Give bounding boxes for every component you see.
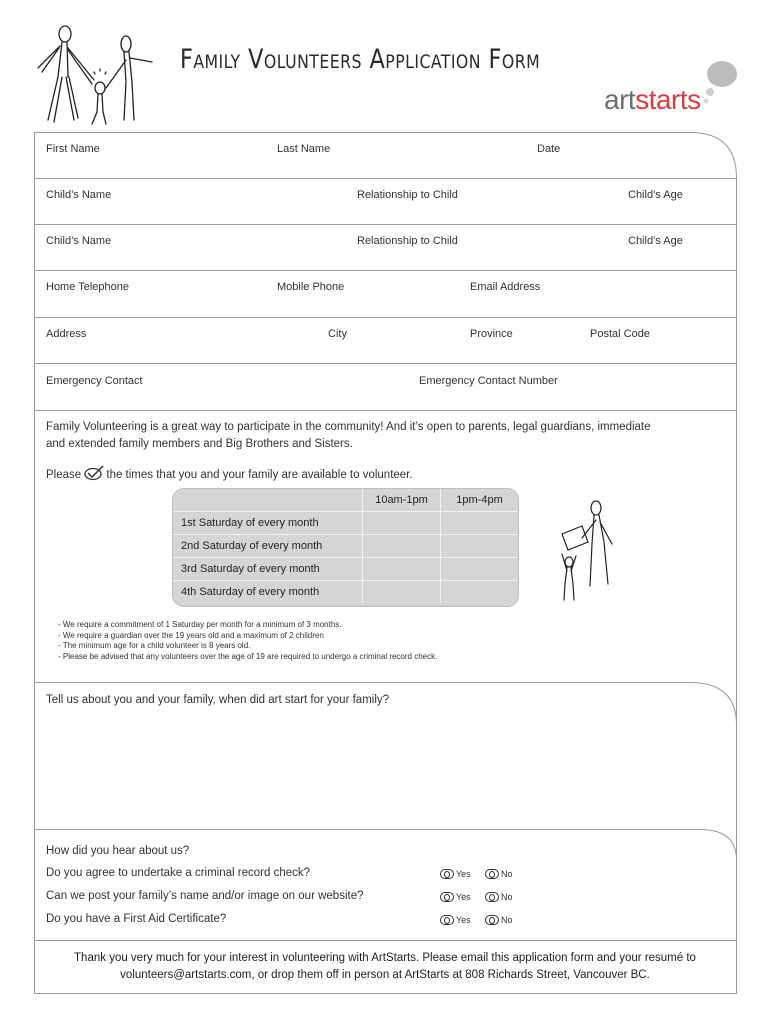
row-label: 1st Saturday of every month bbox=[173, 512, 363, 535]
emergency-number-label: Emergency Contact Number bbox=[419, 375, 558, 387]
availability-cell[interactable] bbox=[441, 512, 519, 535]
availability-cell[interactable] bbox=[363, 535, 441, 558]
availability-cell[interactable] bbox=[441, 535, 519, 558]
availability-cell[interactable] bbox=[441, 558, 519, 581]
note-item: - We require a commitment of 1 Saturday per month for a minimum of 3 months. bbox=[58, 620, 342, 629]
criminal-check-no[interactable]: No bbox=[485, 869, 513, 879]
col-header-morning: 10am-1pm bbox=[363, 489, 441, 512]
availability-cell[interactable] bbox=[363, 558, 441, 581]
requirements-notes bbox=[58, 620, 437, 662]
intro-paragraph bbox=[46, 419, 726, 453]
home-phone-label: Home Telephone bbox=[46, 281, 129, 293]
col-header-afternoon: 1pm-4pm bbox=[441, 489, 519, 512]
family-answer-area[interactable] bbox=[40, 712, 730, 824]
radio-icon bbox=[485, 915, 499, 925]
child-age-label: Child’s Age bbox=[628, 235, 683, 247]
availability-cell[interactable] bbox=[441, 581, 519, 604]
family-question-label: Tell us about you and your family, when did art start for your family? bbox=[46, 694, 390, 706]
radio-icon bbox=[485, 892, 499, 902]
row-label: 3rd Saturday of every month bbox=[173, 558, 363, 581]
availability-cell[interactable] bbox=[363, 581, 441, 604]
child-name-label: Child’s Name bbox=[46, 235, 112, 247]
criminal-check-question: Do you agree to undertake a criminal record check? bbox=[46, 867, 311, 879]
address-label: Address bbox=[46, 328, 87, 340]
checkmark-icon bbox=[84, 465, 106, 481]
intro-line: Family Volunteering is a great way to participate in the community! And it’s open to parents, legal guardians, immediate bbox=[46, 421, 651, 433]
first-aid-question: Do you have a First Aid Certificate? bbox=[46, 913, 227, 925]
relationship-label: Relationship to Child bbox=[357, 235, 458, 247]
date-label: Date bbox=[537, 143, 561, 155]
availability-instruction: Please the times that you and your family are available to volunteer. bbox=[46, 465, 413, 484]
table-row bbox=[173, 558, 518, 581]
mobile-phone-label: Mobile Phone bbox=[277, 281, 345, 293]
row-divider bbox=[34, 410, 736, 411]
note-item: - We require a guardian over the 19 years old and a maximum of 2 children bbox=[58, 630, 324, 640]
row-divider bbox=[34, 363, 736, 364]
row-divider bbox=[34, 270, 736, 271]
province-label: Province bbox=[470, 328, 513, 340]
first-name-label: First Name bbox=[46, 143, 100, 155]
row-label: 2nd Saturday of every month bbox=[173, 535, 363, 558]
footer-line: volunteers@artstarts.com, or drop them off in person at ArtStarts at 808 Richards Street, Vancouver BC. bbox=[120, 969, 650, 981]
row-divider bbox=[34, 829, 700, 830]
website-post-yes[interactable]: Yes bbox=[440, 892, 471, 902]
intro-line: and extended family members and Big Brothers and Sisters. bbox=[46, 438, 353, 450]
radio-icon bbox=[485, 869, 499, 879]
child-age-label: Child’s Age bbox=[628, 189, 683, 201]
website-post-question: Can we post your family’s name and/or image on our website? bbox=[46, 890, 364, 902]
emergency-contact-label: Emergency Contact bbox=[46, 375, 143, 387]
row-divider bbox=[34, 940, 736, 941]
footer-line: Thank you very much for your interest in volunteering with ArtStarts. Please email this application form and your resumé to bbox=[74, 952, 696, 964]
table-header-row bbox=[173, 489, 518, 512]
radio-icon bbox=[440, 915, 454, 925]
heard-about-us-label: How did you hear about us? bbox=[46, 845, 190, 857]
availability-table bbox=[172, 488, 519, 607]
website-post-no[interactable]: No bbox=[485, 892, 513, 902]
table-row bbox=[173, 581, 518, 604]
availability-cell[interactable] bbox=[363, 512, 441, 535]
footer-message bbox=[50, 950, 720, 984]
radio-icon bbox=[440, 869, 454, 879]
first-aid-no[interactable]: No bbox=[485, 915, 513, 925]
last-name-label: Last Name bbox=[277, 143, 331, 155]
row-label: 4th Saturday of every month bbox=[181, 586, 320, 598]
note-item: - Please be advised that any volunteers over the age of 19 are required to undergo a criminal record check. bbox=[58, 651, 438, 661]
table-row bbox=[173, 535, 518, 558]
relationship-label: Relationship to Child bbox=[357, 189, 458, 201]
postal-code-label: Postal Code bbox=[590, 328, 650, 340]
row-divider bbox=[34, 178, 736, 179]
radio-icon bbox=[440, 892, 454, 902]
form-title: Family Volunteers Application Form bbox=[180, 44, 541, 75]
note-item: - The minimum age for a child volunteer is 8 years old. bbox=[58, 641, 251, 650]
table-row bbox=[173, 512, 518, 535]
city-label: City bbox=[328, 328, 347, 340]
artstarts-logo: artstarts bbox=[604, 84, 701, 115]
volunteer-illustration bbox=[552, 496, 622, 606]
criminal-check-yes[interactable]: Yes bbox=[440, 869, 471, 879]
child-name-label: Child’s Name bbox=[46, 189, 112, 201]
row-divider bbox=[34, 317, 736, 318]
row-divider bbox=[34, 682, 690, 683]
email-label: Email Address bbox=[470, 281, 541, 293]
row-divider bbox=[34, 224, 736, 225]
first-aid-yes[interactable]: Yes bbox=[440, 915, 471, 925]
